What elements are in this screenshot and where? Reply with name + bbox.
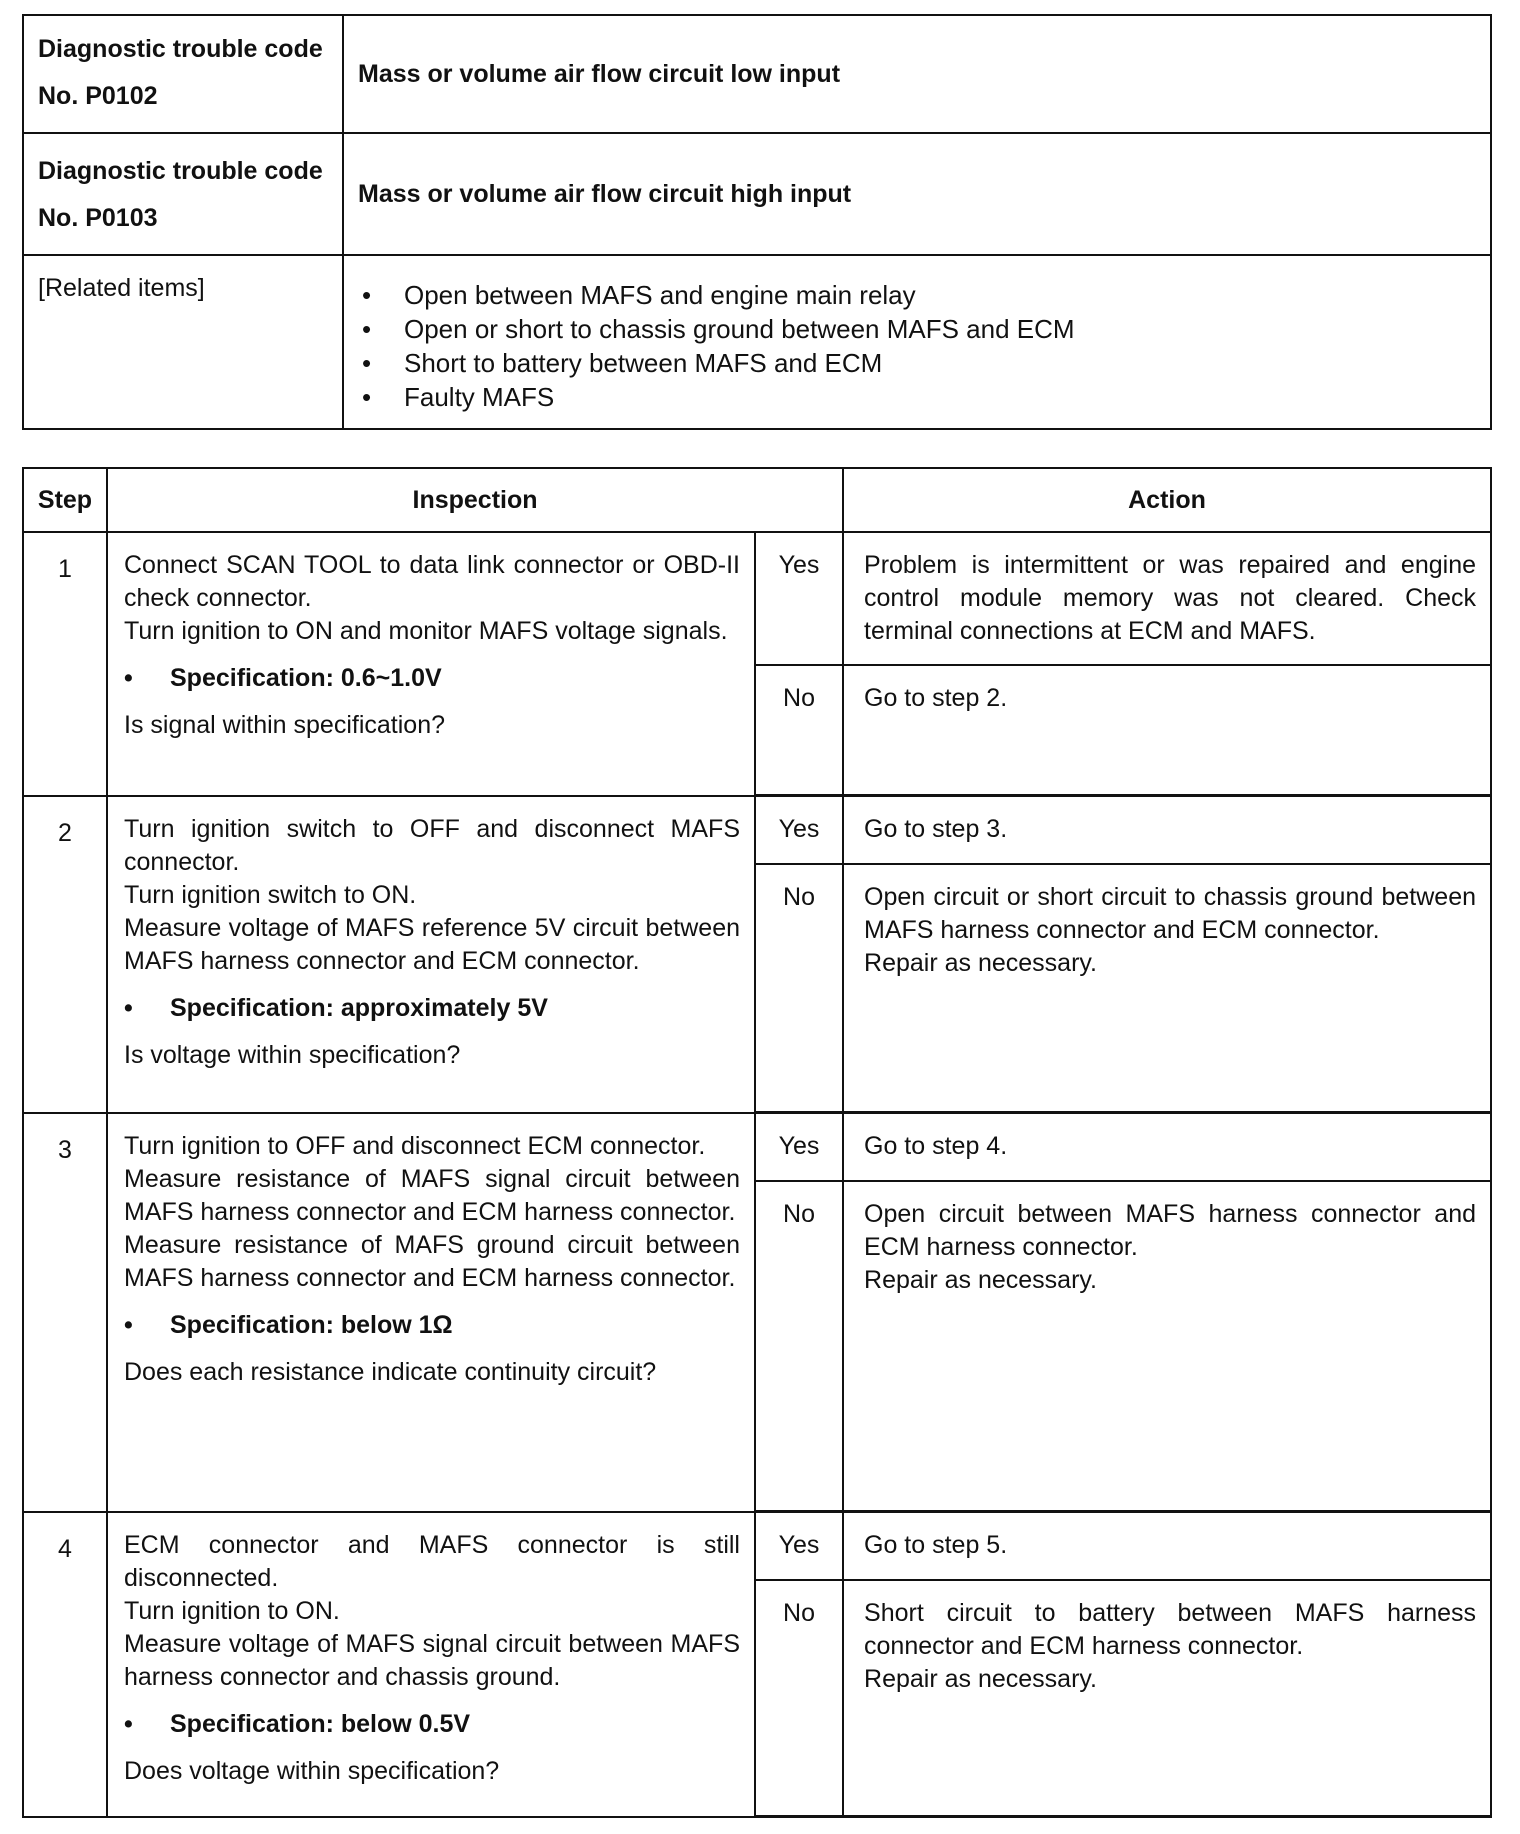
bullet-icon: • bbox=[124, 1310, 133, 1339]
related-item: • Faulty MAFS bbox=[358, 380, 1476, 414]
no-label: No bbox=[755, 1580, 843, 1817]
no-label: No bbox=[755, 864, 843, 1113]
yes-action bbox=[843, 1113, 1491, 1182]
step-inspection bbox=[107, 532, 755, 796]
related-items-list bbox=[358, 278, 1476, 414]
related-item: • Short to battery between MAFS and ECM bbox=[358, 346, 1476, 380]
step-row-yes bbox=[23, 796, 1491, 865]
action-text: Problem is intermittent or was repaired and engine control module memory was not cleared. Check terminal connections at ECM and MAFS. bbox=[864, 551, 1477, 645]
action-text: Repair as necessary. bbox=[864, 1266, 1097, 1294]
action-text: Go to step 2. bbox=[864, 684, 1008, 712]
step-number: 1 bbox=[23, 532, 107, 796]
dtc-label: Diagnostic trouble code bbox=[38, 157, 323, 185]
question: Does each resistance indicate continuity circuit? bbox=[124, 1357, 657, 1386]
step-number: 4 bbox=[23, 1512, 107, 1817]
related-items-cell bbox=[343, 255, 1491, 429]
question: Does voltage within specification? bbox=[124, 1756, 500, 1785]
yes-label: Yes bbox=[755, 796, 843, 865]
question: Is voltage within specification? bbox=[124, 1040, 461, 1069]
specification-text: Specification: below 1Ω bbox=[170, 1310, 453, 1339]
action-text: Open circuit or short circuit to chassis ground between MAFS harness connector and ECM connector. bbox=[864, 883, 1477, 944]
specification-text: Specification: approximately 5V bbox=[170, 993, 548, 1022]
related-items-row bbox=[23, 255, 1491, 429]
specification bbox=[124, 1708, 740, 1741]
specification bbox=[124, 1309, 740, 1342]
instruction: Measure voltage of MAFS reference 5V circuit between MAFS harness connector and ECM connector. bbox=[124, 913, 740, 975]
step-number: 2 bbox=[23, 796, 107, 1113]
bullet-icon: • bbox=[124, 1709, 133, 1738]
yes-action bbox=[843, 1512, 1491, 1581]
related-item: • Open between MAFS and engine main relay bbox=[358, 278, 1476, 312]
related-items-label: [Related items] bbox=[23, 255, 343, 429]
yes-label: Yes bbox=[755, 1512, 843, 1581]
specification bbox=[124, 992, 740, 1025]
instruction: Measure voltage of MAFS signal circuit between MAFS harness connector and chassis ground. bbox=[124, 1629, 740, 1691]
action-text: Go to step 3. bbox=[864, 815, 1008, 843]
yes-action bbox=[843, 532, 1491, 665]
dtc-table bbox=[22, 14, 1492, 430]
step-inspection bbox=[107, 1512, 755, 1817]
dtc-label: Diagnostic trouble code bbox=[38, 35, 323, 63]
instruction: Turn ignition to ON. bbox=[124, 1596, 340, 1625]
instruction: Turn ignition to OFF and disconnect ECM connector. bbox=[124, 1131, 706, 1160]
no-label: No bbox=[755, 1181, 843, 1512]
dtc-row bbox=[23, 15, 1491, 133]
dtc-description: Mass or volume air flow circuit low input bbox=[343, 15, 1491, 133]
dtc-code-cell bbox=[23, 15, 343, 133]
action-text: Repair as necessary. bbox=[864, 1665, 1097, 1693]
step-row-yes bbox=[23, 1512, 1491, 1581]
instruction: ECM connector and MAFS connector is still disconnected. bbox=[124, 1530, 740, 1592]
action-text: Go to step 5. bbox=[864, 1531, 1008, 1559]
instruction: Connect SCAN TOOL to data link connector or OBD-II check connector. bbox=[124, 551, 740, 612]
step-row-yes bbox=[23, 1113, 1491, 1182]
instruction: Turn ignition switch to OFF and disconnect MAFS connector. bbox=[124, 814, 740, 876]
step-inspection bbox=[107, 1113, 755, 1512]
specification-text: Specification: below 0.5V bbox=[170, 1709, 471, 1738]
dtc-number: No. P0102 bbox=[38, 82, 158, 110]
yes-label: Yes bbox=[755, 1113, 843, 1182]
no-label: No bbox=[755, 665, 843, 796]
no-action bbox=[843, 864, 1491, 1113]
dtc-number: No. P0103 bbox=[38, 204, 158, 232]
related-item: • Open or short to chassis ground between MAFS and ECM bbox=[358, 312, 1476, 346]
no-action bbox=[843, 1580, 1491, 1817]
header-step: Step bbox=[23, 468, 107, 532]
no-action bbox=[843, 665, 1491, 796]
instruction: Measure resistance of MAFS signal circuit between MAFS harness connector and ECM harness connector. bbox=[124, 1164, 740, 1226]
instruction: Measure resistance of MAFS ground circuit between MAFS harness connector and ECM harness connector. bbox=[124, 1230, 740, 1292]
question: Is signal within specification? bbox=[124, 711, 445, 739]
action-text: Short circuit to battery between MAFS harness connector and ECM harness connector. bbox=[864, 1599, 1477, 1660]
step-number: 3 bbox=[23, 1113, 107, 1512]
instruction: Turn ignition to ON and monitor MAFS voltage signals. bbox=[124, 617, 728, 645]
bullet-icon: • bbox=[124, 993, 133, 1022]
dtc-row bbox=[23, 133, 1491, 255]
action-text: Go to step 4. bbox=[864, 1132, 1008, 1160]
yes-label: Yes bbox=[755, 532, 843, 665]
yes-action bbox=[843, 796, 1491, 865]
instruction: Turn ignition switch to ON. bbox=[124, 880, 417, 909]
specification bbox=[124, 662, 740, 695]
step-inspection bbox=[107, 796, 755, 1113]
steps-header-row bbox=[23, 468, 1491, 532]
action-text: Open circuit between MAFS harness connector and ECM harness connector. bbox=[864, 1200, 1477, 1261]
dtc-description: Mass or volume air flow circuit high input bbox=[343, 133, 1491, 255]
bullet-icon: • bbox=[124, 664, 133, 692]
header-action: Action bbox=[843, 468, 1491, 532]
specification-text: Specification: 0.6~1.0V bbox=[170, 664, 442, 692]
dtc-code-cell bbox=[23, 133, 343, 255]
step-row-yes bbox=[23, 532, 1491, 665]
no-action bbox=[843, 1181, 1491, 1512]
steps-table bbox=[22, 467, 1492, 1818]
header-inspection: Inspection bbox=[107, 468, 843, 532]
action-text: Repair as necessary. bbox=[864, 949, 1097, 977]
